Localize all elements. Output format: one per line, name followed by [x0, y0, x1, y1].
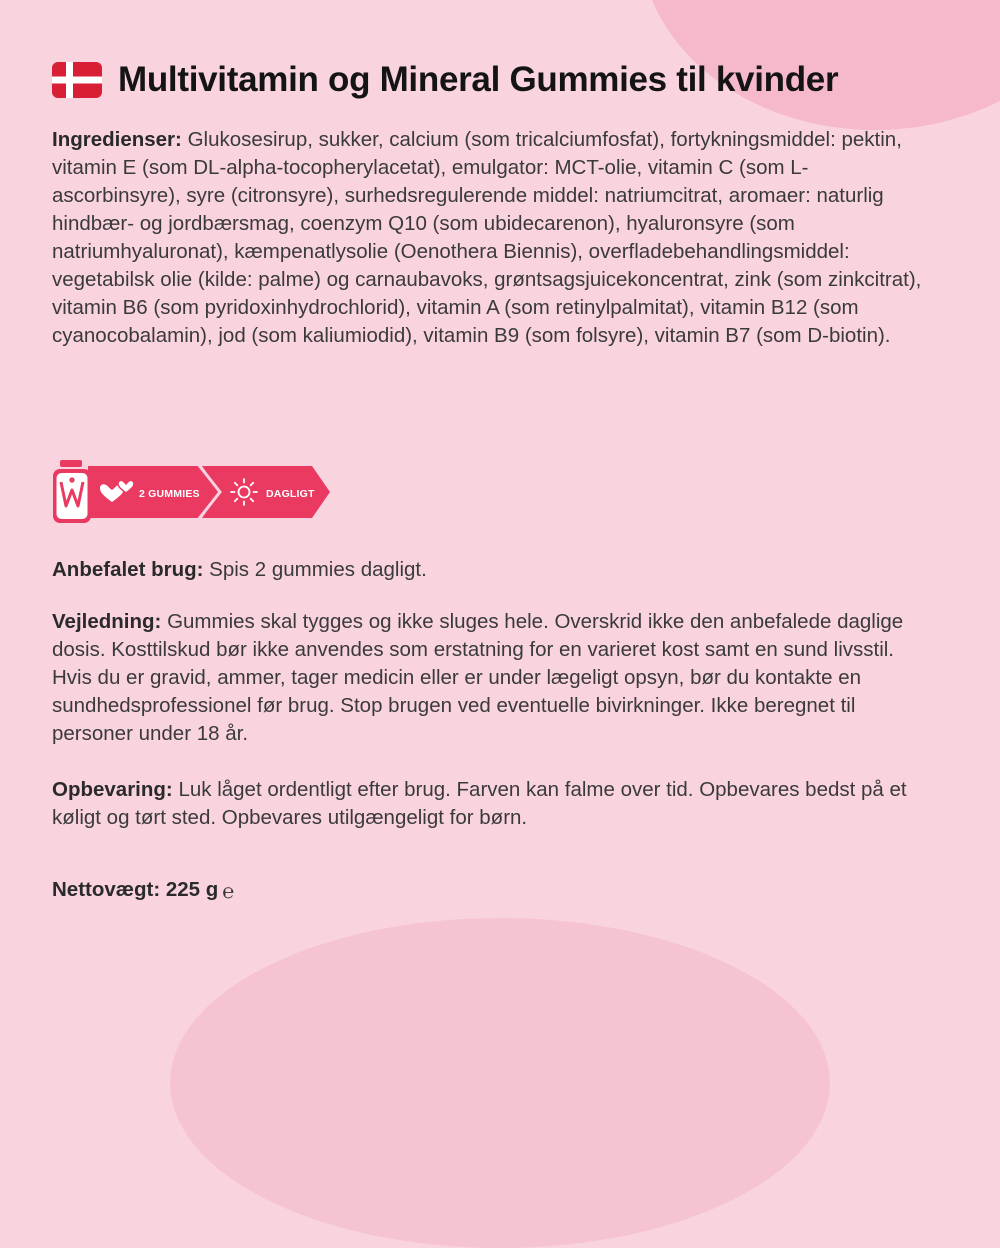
net-weight-section [52, 876, 937, 906]
estimated-sign-icon: ℮ [222, 881, 235, 903]
dose-label: 2 GUMMIES [139, 488, 200, 500]
ingredients-text: Glukosesirup, sukker, calcium (som tricalciumfosfat), fortykningsmiddel: pektin, vitamin E (som DL-alpha-tocopherylacetat), emulgator: MCT-olie, vitamin C (som L-ascorbinsyre), syre (citronsyre), surhedsregulerende middel: natriumcitrat, aromaer: naturlig hindbær- og jordbærsmag, coenzym Q10 (som ubidecarenon), hyaluronsyre (som natriumhyaluronat), kæmpenatlysolie (Oenothera Biennis), overfladebehandlingsmiddel: vegetabilsk olie (kilde: palme) og carnaubavoks, grøntsagsjuicekoncentrat, zink (som zinkcitrat), vitamin B6 (som pyridoxinhydrochlorid), vitamin A (som retinylpalmitat), vitamin B12 (som cyanocobalamin), jod (som kaliumiodid), vitamin B9 (som folsyre), vitamin B7 (som D-biotin). [52, 128, 922, 347]
header [52, 60, 838, 100]
danish-flag-icon [52, 62, 102, 98]
frequency-label: DAGLIGT [266, 488, 315, 500]
guidance-section [52, 608, 937, 748]
decorative-circle-bottom [170, 918, 830, 1248]
storage-text: Luk låget ordentligt efter brug. Farven kan falme over tid. Opbevares bedst på et køligt og tørt sted. Opbevares utilgængeligt for børn. [52, 778, 907, 829]
usage-text: Spis 2 gummies dagligt. [209, 558, 427, 581]
storage-section [52, 776, 937, 832]
net-weight-label: Nettovægt: 225 g [52, 878, 219, 901]
usage-section [52, 556, 937, 584]
usage-label: Anbefalet brug: [52, 558, 204, 581]
ingredients-section [52, 126, 937, 350]
guidance-text: Gummies skal tygges og ikke sluges hele. Overskrid ikke den anbefalede daglige dosis. Kosttilskud bør ikke anvendes som erstatning for en varieret kost samt en sund livsstil. Hvis du er gravid, ammer, tager medicin eller er under lægeligt opsyn, bør du kontakte en sundhedsprofessionel før brug. Stop brugen ved eventuelle bivirkninger. Ikke beregnet til personer under 18 år. [52, 610, 904, 745]
ingredients-label: Ingredienser: [52, 128, 182, 151]
gummy-jar-icon [53, 460, 91, 523]
guidance-label: Vejledning: [52, 610, 162, 633]
page-title: Multivitamin og Mineral Gummies til kvinder [118, 60, 839, 99]
storage-label: Opbevaring: [52, 778, 173, 801]
